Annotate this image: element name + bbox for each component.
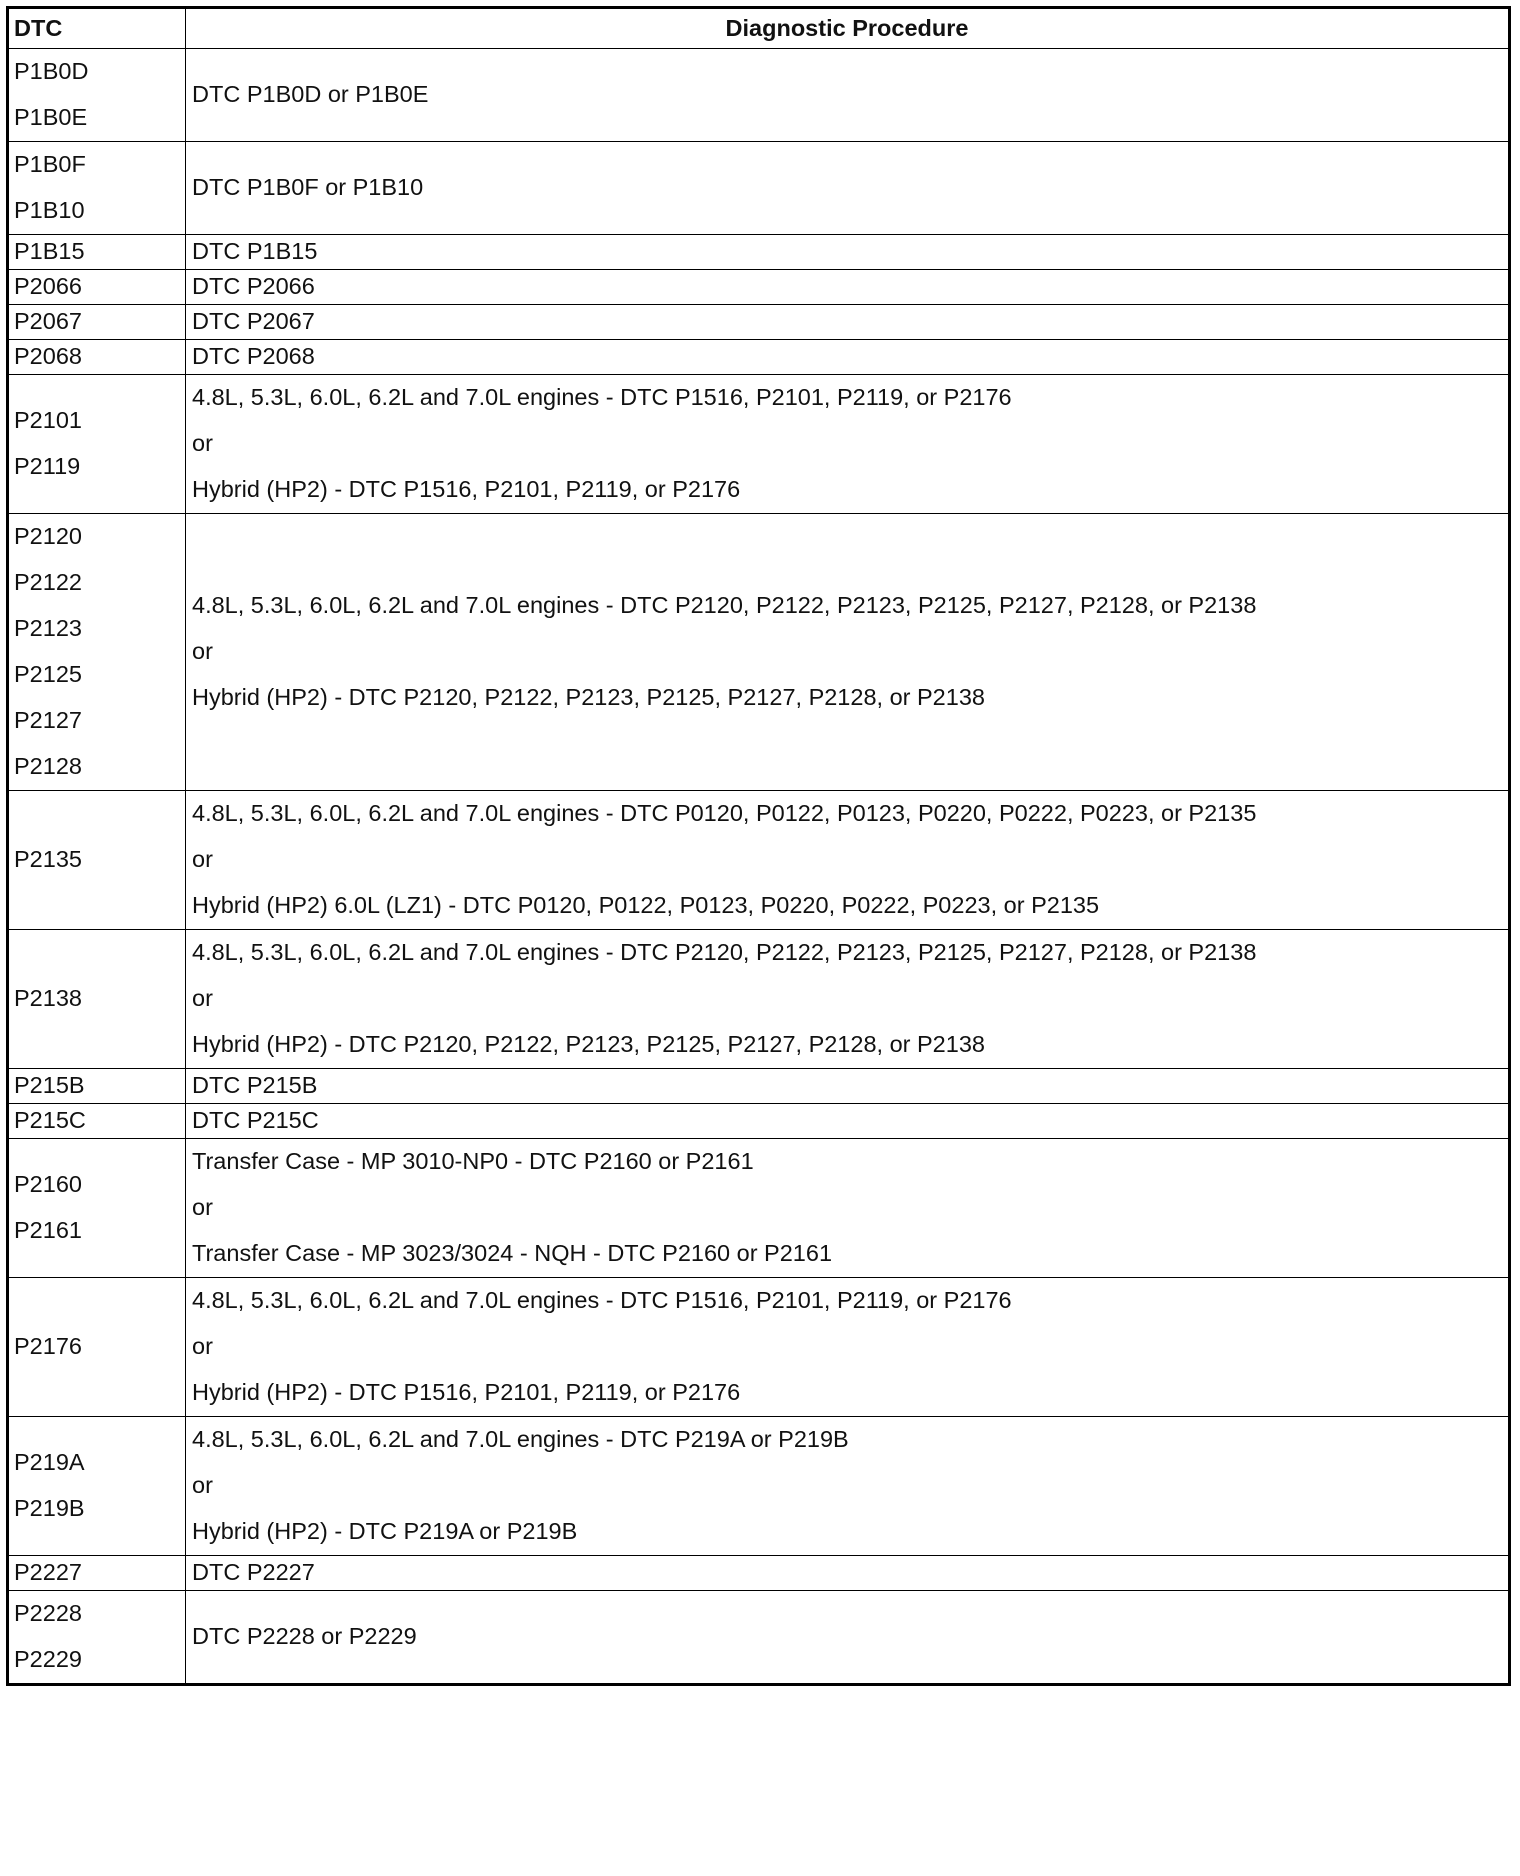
dtc-code: P1B0F bbox=[14, 151, 86, 178]
dtc-code: P2229 bbox=[14, 1646, 82, 1673]
dtc-code: P2119 bbox=[14, 453, 81, 480]
procedure-cell bbox=[186, 49, 1510, 142]
procedure-link[interactable]: Transfer Case - MP 3010-NP0 - DTC P2160 or P2161 bbox=[192, 1148, 754, 1175]
procedure-cell bbox=[186, 270, 1510, 305]
procedure-link[interactable]: DTC P215B bbox=[192, 1072, 318, 1099]
dtc-code-cell bbox=[8, 49, 186, 142]
procedure-or-text: or bbox=[192, 638, 213, 665]
dtc-code-cell bbox=[8, 305, 186, 340]
dtc-table bbox=[6, 6, 1511, 1686]
dtc-code: P2135 bbox=[14, 846, 82, 873]
table-row bbox=[8, 930, 1510, 1069]
dtc-code: P2123 bbox=[14, 615, 82, 642]
dtc-code-cell bbox=[8, 270, 186, 305]
dtc-code: P219B bbox=[14, 1495, 85, 1522]
table-row bbox=[8, 514, 1510, 791]
procedure-cell bbox=[186, 1556, 1510, 1591]
procedure-link[interactable]: DTC P2068 bbox=[192, 343, 315, 370]
header-row bbox=[8, 8, 1510, 49]
procedure-cell bbox=[186, 1104, 1510, 1139]
table-row bbox=[8, 1591, 1510, 1685]
dtc-code-cell bbox=[8, 1556, 186, 1591]
procedure-or-text: or bbox=[192, 1472, 213, 1499]
table-row bbox=[8, 1417, 1510, 1556]
dtc-code-cell bbox=[8, 1139, 186, 1278]
dtc-code-cell bbox=[8, 1104, 186, 1139]
dtc-column-header: DTC bbox=[8, 8, 186, 49]
procedure-or-text: or bbox=[192, 985, 213, 1012]
dtc-code-cell bbox=[8, 1069, 186, 1104]
table-body bbox=[8, 49, 1510, 1685]
procedure-link[interactable]: 4.8L, 5.3L, 6.0L, 6.2L and 7.0L engines - DTC P1516, P2101, P2119, or P2176 bbox=[192, 384, 1012, 411]
procedure-cell bbox=[186, 235, 1510, 270]
table-row bbox=[8, 1139, 1510, 1278]
procedure-link[interactable]: DTC P2067 bbox=[192, 308, 315, 335]
procedure-cell bbox=[186, 1139, 1510, 1278]
table-row bbox=[8, 375, 1510, 514]
dtc-code: P2120 bbox=[14, 523, 82, 550]
dtc-code: P2101 bbox=[14, 407, 82, 434]
procedure-cell bbox=[186, 1591, 1510, 1685]
table-row bbox=[8, 235, 1510, 270]
procedure-link[interactable]: 4.8L, 5.3L, 6.0L, 6.2L and 7.0L engines - DTC P2120, P2122, P2123, P2125, P2127, P2128, or P2138 bbox=[192, 592, 1257, 619]
dtc-code: P1B15 bbox=[14, 238, 85, 265]
procedure-link[interactable]: Hybrid (HP2) - DTC P2120, P2122, P2123, P2125, P2127, P2128, or P2138 bbox=[192, 684, 985, 711]
procedure-link[interactable]: DTC P2227 bbox=[192, 1559, 315, 1586]
procedure-cell bbox=[186, 514, 1510, 791]
procedure-cell bbox=[186, 375, 1510, 514]
procedure-link[interactable]: DTC P215C bbox=[192, 1107, 319, 1134]
procedure-cell bbox=[186, 1069, 1510, 1104]
dtc-code-cell bbox=[8, 930, 186, 1069]
dtc-code: P1B0D bbox=[14, 58, 89, 85]
dtc-code-cell bbox=[8, 1417, 186, 1556]
dtc-code-cell bbox=[8, 791, 186, 930]
procedure-or-text: or bbox=[192, 1194, 213, 1221]
procedure-link[interactable]: DTC P1B15 bbox=[192, 238, 318, 265]
dtc-code: P2160 bbox=[14, 1171, 82, 1198]
table-row bbox=[8, 1069, 1510, 1104]
dtc-code: P1B0E bbox=[14, 104, 88, 131]
procedure-link[interactable]: 4.8L, 5.3L, 6.0L, 6.2L and 7.0L engines - DTC P219A or P219B bbox=[192, 1426, 849, 1453]
table-row bbox=[8, 1556, 1510, 1591]
procedure-cell bbox=[186, 1417, 1510, 1556]
dtc-code: P2066 bbox=[14, 273, 82, 300]
procedure-link[interactable]: Transfer Case - MP 3023/3024 - NQH - DTC P2160 or P2161 bbox=[192, 1240, 833, 1267]
procedure-link[interactable]: DTC P1B0F or P1B10 bbox=[192, 174, 424, 201]
dtc-code: P2067 bbox=[14, 308, 82, 335]
procedure-link[interactable]: Hybrid (HP2) 6.0L (LZ1) - DTC P0120, P0122, P0123, P0220, P0222, P0223, or P2135 bbox=[192, 892, 1100, 919]
procedure-link[interactable]: DTC P2066 bbox=[192, 273, 315, 300]
dtc-code: P2138 bbox=[14, 985, 82, 1012]
table-row bbox=[8, 340, 1510, 375]
dtc-code: P1B10 bbox=[14, 197, 85, 224]
dtc-code: P215C bbox=[14, 1107, 86, 1134]
dtc-code: P2068 bbox=[14, 343, 82, 370]
dtc-code: P2161 bbox=[14, 1217, 82, 1244]
procedure-link[interactable]: 4.8L, 5.3L, 6.0L, 6.2L and 7.0L engines - DTC P1516, P2101, P2119, or P2176 bbox=[192, 1287, 1012, 1314]
procedure-cell bbox=[186, 142, 1510, 235]
table-row bbox=[8, 270, 1510, 305]
procedure-link[interactable]: DTC P2228 or P2229 bbox=[192, 1623, 417, 1650]
procedure-link[interactable]: Hybrid (HP2) - DTC P1516, P2101, P2119, or P2176 bbox=[192, 1379, 741, 1406]
dtc-code: P2176 bbox=[14, 1333, 82, 1360]
dtc-code-cell bbox=[8, 235, 186, 270]
dtc-code-cell bbox=[8, 1591, 186, 1685]
dtc-code: P2125 bbox=[14, 661, 82, 688]
procedure-cell bbox=[186, 791, 1510, 930]
dtc-code-cell bbox=[8, 1278, 186, 1417]
procedure-or-text: or bbox=[192, 430, 213, 457]
dtc-code: P2128 bbox=[14, 753, 82, 780]
procedure-cell bbox=[186, 340, 1510, 375]
procedure-link[interactable]: 4.8L, 5.3L, 6.0L, 6.2L and 7.0L engines - DTC P0120, P0122, P0123, P0220, P0222, P0223, or P2135 bbox=[192, 800, 1257, 827]
dtc-code: P2228 bbox=[14, 1600, 82, 1627]
table-row bbox=[8, 791, 1510, 930]
dtc-code-cell bbox=[8, 514, 186, 791]
procedure-link[interactable]: Hybrid (HP2) - DTC P2120, P2122, P2123, P2125, P2127, P2128, or P2138 bbox=[192, 1031, 985, 1058]
procedure-or-text: or bbox=[192, 846, 213, 873]
table-row bbox=[8, 49, 1510, 142]
procedure-or-text: or bbox=[192, 1333, 213, 1360]
procedure-column-header: Diagnostic Procedure bbox=[186, 8, 1510, 49]
dtc-code: P219A bbox=[14, 1449, 85, 1476]
table-row bbox=[8, 305, 1510, 340]
dtc-code: P2127 bbox=[14, 707, 82, 734]
procedure-cell bbox=[186, 1278, 1510, 1417]
procedure-cell bbox=[186, 305, 1510, 340]
table-row bbox=[8, 142, 1510, 235]
dtc-code: P2122 bbox=[14, 569, 82, 596]
procedure-link[interactable]: 4.8L, 5.3L, 6.0L, 6.2L and 7.0L engines - DTC P2120, P2122, P2123, P2125, P2127, P2128, or P2138 bbox=[192, 939, 1257, 966]
dtc-code-cell bbox=[8, 340, 186, 375]
procedure-link[interactable]: DTC P1B0D or P1B0E bbox=[192, 81, 429, 108]
procedure-cell bbox=[186, 930, 1510, 1069]
dtc-code-cell bbox=[8, 142, 186, 235]
procedure-link[interactable]: Hybrid (HP2) - DTC P1516, P2101, P2119, or P2176 bbox=[192, 476, 741, 503]
dtc-code: P2227 bbox=[14, 1559, 82, 1586]
table-row bbox=[8, 1278, 1510, 1417]
dtc-code: P215B bbox=[14, 1072, 85, 1099]
table-row bbox=[8, 1104, 1510, 1139]
procedure-link[interactable]: Hybrid (HP2) - DTC P219A or P219B bbox=[192, 1518, 578, 1545]
dtc-code-cell bbox=[8, 375, 186, 514]
